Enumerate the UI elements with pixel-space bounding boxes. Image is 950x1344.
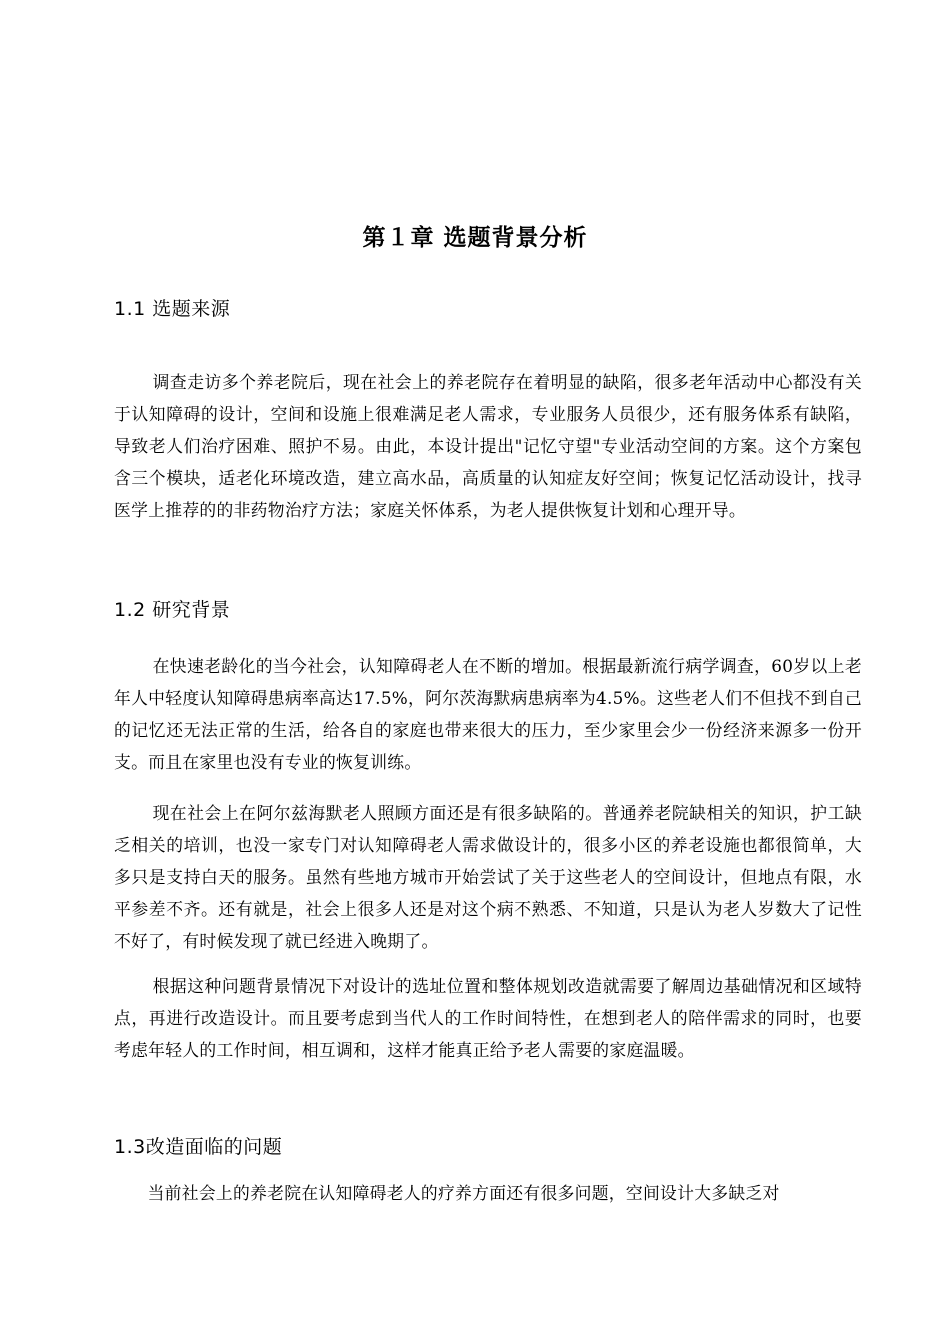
paragraph-1-1-1: 调查走访多个养老院后，现在社会上的养老院存在着明显的缺陷，很多老年活动中心都没有关于认知障碍的设计，空间和设施上很难满足老人需求，专业服务人员很少，还有服务体系有缺陷，导致老人们治疗困难、照护不易。由此，本设计提出"记忆守望"专业活动空间的方案。这个方案包含三个模块，适老化环境改造，建立高水品，高质量的认知症友好空间；恢复记忆活动设计，找寻医学上推荐的的非药物治疗方法；家庭关怀体系，为老人提供恢复计划和心理开导。 [114, 372, 862, 520]
section-heading-1-3: 1.3改造面临的问题 [114, 1136, 283, 1158]
section-heading-1-1: 1.1 选题来源 [114, 298, 231, 320]
paragraph-1-3-1: 当前社会上的养老院在认知障碍老人的疗养方面还有很多问题，空间设计大多缺乏对 [147, 1183, 780, 1203]
chapter-title: 第１章 选题背景分析 [362, 225, 588, 251]
section-heading-1-2: 1.2 研究背景 [114, 599, 231, 621]
paragraph-1-2-3: 根据这种问题背景情况下对设计的选址位置和整体规划改造就需要了解周边基础情况和区域特点，再进行改造设计。而且要考虑到当代人的工作时间特性，在想到老人的陪伴需求的同时，也要考虑年轻人的工作时间，相互调和，这样才能真正给予老人需要的家庭温暖。 [114, 976, 862, 1060]
paragraph-1-2-1: 在快速老龄化的当今社会，认知障碍老人在不断的增加。根据最新流行病学调查，60岁以上老年人中轻度认知障碍患病率高达17.5%，阿尔茨海默病患病率为4.5%。这些老人们不但找不到自己的记忆还无法正常的生活，给各自的家庭也带来很大的压力，至少家里会少一份经济来源多一份开支。而且在家里也没有专业的恢复训练。 [114, 656, 862, 772]
paragraph-1-2-2: 现在社会上在阿尔兹海默老人照顾方面还是有很多缺陷的。普通养老院缺相关的知识，护工缺乏相关的培训，也没一家专门对认知障碍老人需求做设计的，很多小区的养老设施也都很简单，大多只是支持白天的服务。虽然有些地方城市开始尝试了关于这些老人的空间设计，但地点有限，水平参差不齐。还有就是，社会上很多人还是对这个病不熟悉、不知道，只是认为老人岁数大了记性不好了，有时候发现了就已经进入晚期了。 [114, 803, 862, 951]
